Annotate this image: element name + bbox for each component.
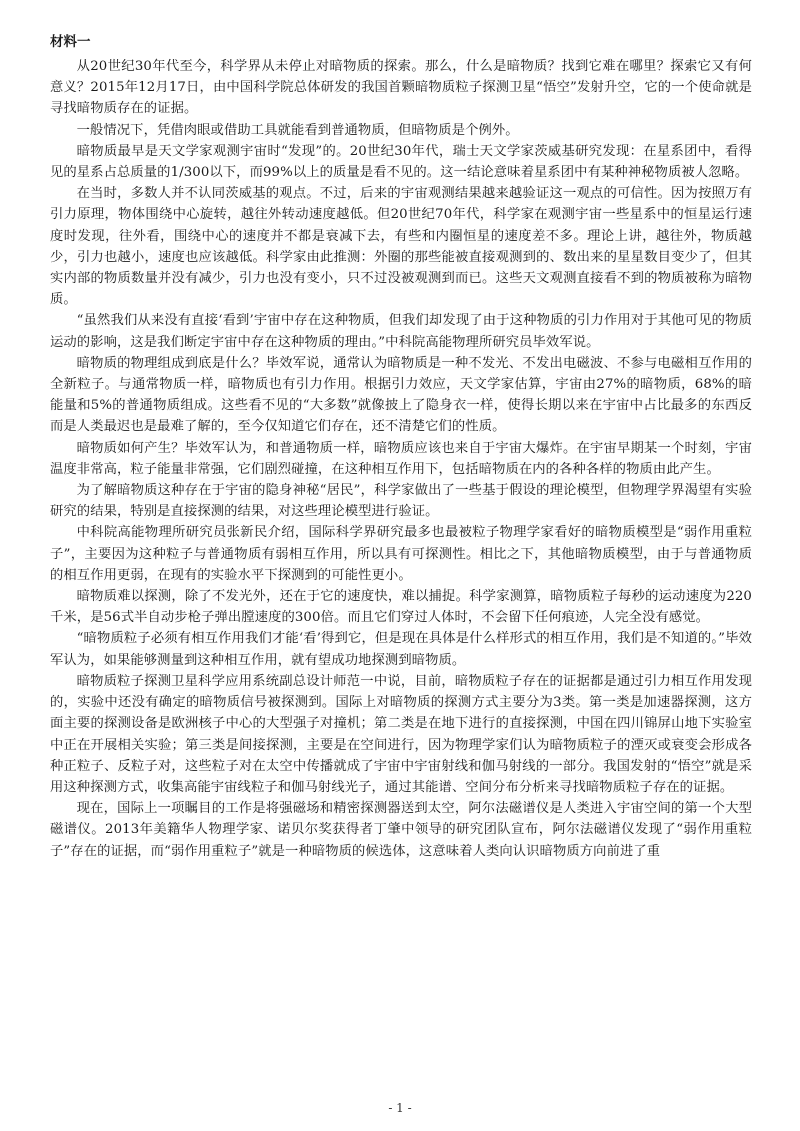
paragraph: “虽然我们从来没有直接‘看到’宇宙中存在这种物质，但我们却发现了由于这种物质的引力作用对于其他可见的物质运动的影响，这是我们断定宇宙中存在这种物质的理由。”中科院高能物理所研究员毕效军说。 <box>50 313 752 350</box>
paragraph: 暗物质的物理组成到底是什么？毕效军说，通常认为暗物质是一种不发光、不发出电磁波、不参与电磁相互作用的全新粒子。与通常物质一样，暗物质也有引力作用。根据引力效应，天文学家估算，宇宙由27%的暗物质，68%的暗能量和5%的普通物质组成。这些看不见的“大多数”就像披上了隐身衣一样，使得长期以来在宇宙中占比最多的东西反而是人类最迟也是最难了解的，至今仅知道它们存在，还不清楚它们的性质。 <box>50 355 752 435</box>
paragraph: 一般情况下，凭借肉眼或借助工具就能看到普通物质，但暗物质是个例外。 <box>76 122 519 138</box>
paragraph: 现在，国际上一项瞩目的工作是将强磁场和精密探测器送到太空，阿尔法磁谱仪是人类进入宇宙空间的第一个大型磁谱仪。2013年美籍华人物理学家、诺贝尔奖获得者丁肇中领导的研究团队宣布，阿尔法磁谱仪发现了“弱作用重粒子”存在的证据，而“弱作用重粒子”就是一种暗物质的候选体，这意味着人类向认识暗物质方向前进了重 <box>50 801 752 859</box>
paragraph: 暗物质难以探测，除了不发光外，还在于它的速度快，难以捕捉。科学家测算，暗物质粒子每秒的运动速度为220千米，是56式半自动步枪子弹出膛速度的300倍。而且它们穿过人体时，不会留下任何痕迹，人完全没有感觉。 <box>50 589 752 626</box>
paragraph: 暗物质如何产生？毕效军认为，和普通物质一样，暗物质应该也来自于宇宙大爆炸。在宇宙早期某一个时刻，宇宙温度非常高，粒子能量非常强，它们剧烈碰撞，在这种相互作用下，包括暗物质在内的各种各样的物质由此产生。 <box>50 440 752 477</box>
paragraph: “暗物质粒子必须有相互作用我们才能‘看’得到它，但是现在具体是什么样形式的相互作用，我们是不知道的。”毕效军认为，如果能够测量到这种相互作用，就有望成功地探测到暗物质。 <box>50 631 752 668</box>
article-body <box>50 56 752 862</box>
paragraph: 在当时，多数人并不认同茨威基的观点。不过，后来的宇宙观测结果越来越验证这一观点的可信性。因为按照万有引力原理，物体围绕中心旋转，越往外转动速度越低。但20世纪70年代，科学家在观测宇宙一些星系中的恒星运行速度时发现，往外看，围绕中心的速度并不都是衰减下去，有些和内圈恒星的速度差不多。理论上讲，越往外，物质越少，引力也越小，速度也应该越低。科学家由此推测：外圈的那些能被直接观测到的、数出来的星星数目变少了，但其实内部的物质数量并没有减少，引力也没有变小，只不过没被观测到而已。这些天文观测直接看不到的物质被称为暗物质。 <box>50 186 752 308</box>
paragraph: 暗物质最早是天文学家观测宇宙时“发现”的。20世纪30年代，瑞士天文学家茨威基研究发现：在星系团中，看得见的星系占总质量的1/300以下，而99%以上的质量是看不见的。这一结论意味着星系团中有某种神秘物质被人忽略。 <box>50 143 752 181</box>
paragraph: 从20世纪30年代至今，科学界从未停止对暗物质的探索。那么，什么是暗物质？找到它难在哪里？探索它又有何意义？2015年12月17日，由中国科学院总体研发的我国首颗暗物质粒子探测卫星“悟空”发射升空，它的一个使命就是寻找暗物质存在的证据。 <box>50 59 752 117</box>
paragraph: 中科院高能物理所研究员张新民介绍，国际科学界研究最多也最被粒子物理学家看好的暗物质模型是“弱作用重粒子”，主要因为这种粒子与普通物质有弱相互作用，所以具有可探测性。相比之下，其他暗物质模型，由于与普通物质的相互作用更弱，在现有的实验水平下探测到的可能性更小。 <box>50 525 752 583</box>
paragraph: 暗物质粒子探测卫星科学应用系统副总设计师范一中说，目前，暗物质粒子存在的证据都是通过引力相互作用发现的，实验中还没有确定的暗物质信号被探测到。国际上对暗物质的探测方式主要分为3类。第一类是加速器探测，这方面主要的探测设备是欧洲核子中心的大型强子对撞机；第二类是在地下进行的直接探测，中国在四川锦屏山地下实验室中正在开展相关实验；第三类是间接探测，主要是在空间进行，因为物理学家们认为暗物质粒子的湮灭或衰变会形成各种正粒子、反粒子对，这些粒子对在太空中传播就成了宇宙中宇宙射线和伽马射线的一部分。我国发射的“悟空”就是采用这种探测方式，收集高能宇宙线粒子和伽马射线光子，通过其能谱、空间分布分析来寻找暗物质粒子存在的证据。 <box>50 673 752 795</box>
section-title: 材料一 <box>50 34 91 50</box>
page-number: - 1 - <box>388 1101 412 1115</box>
paragraph: 为了解暗物质这种存在于宇宙的隐身神秘“居民”，科学家做出了一些基于假设的理论模型，但物理学界渴望有实验研究的结果，特别是直接探测的结果，对这些理论模型进行验证。 <box>50 483 752 520</box>
